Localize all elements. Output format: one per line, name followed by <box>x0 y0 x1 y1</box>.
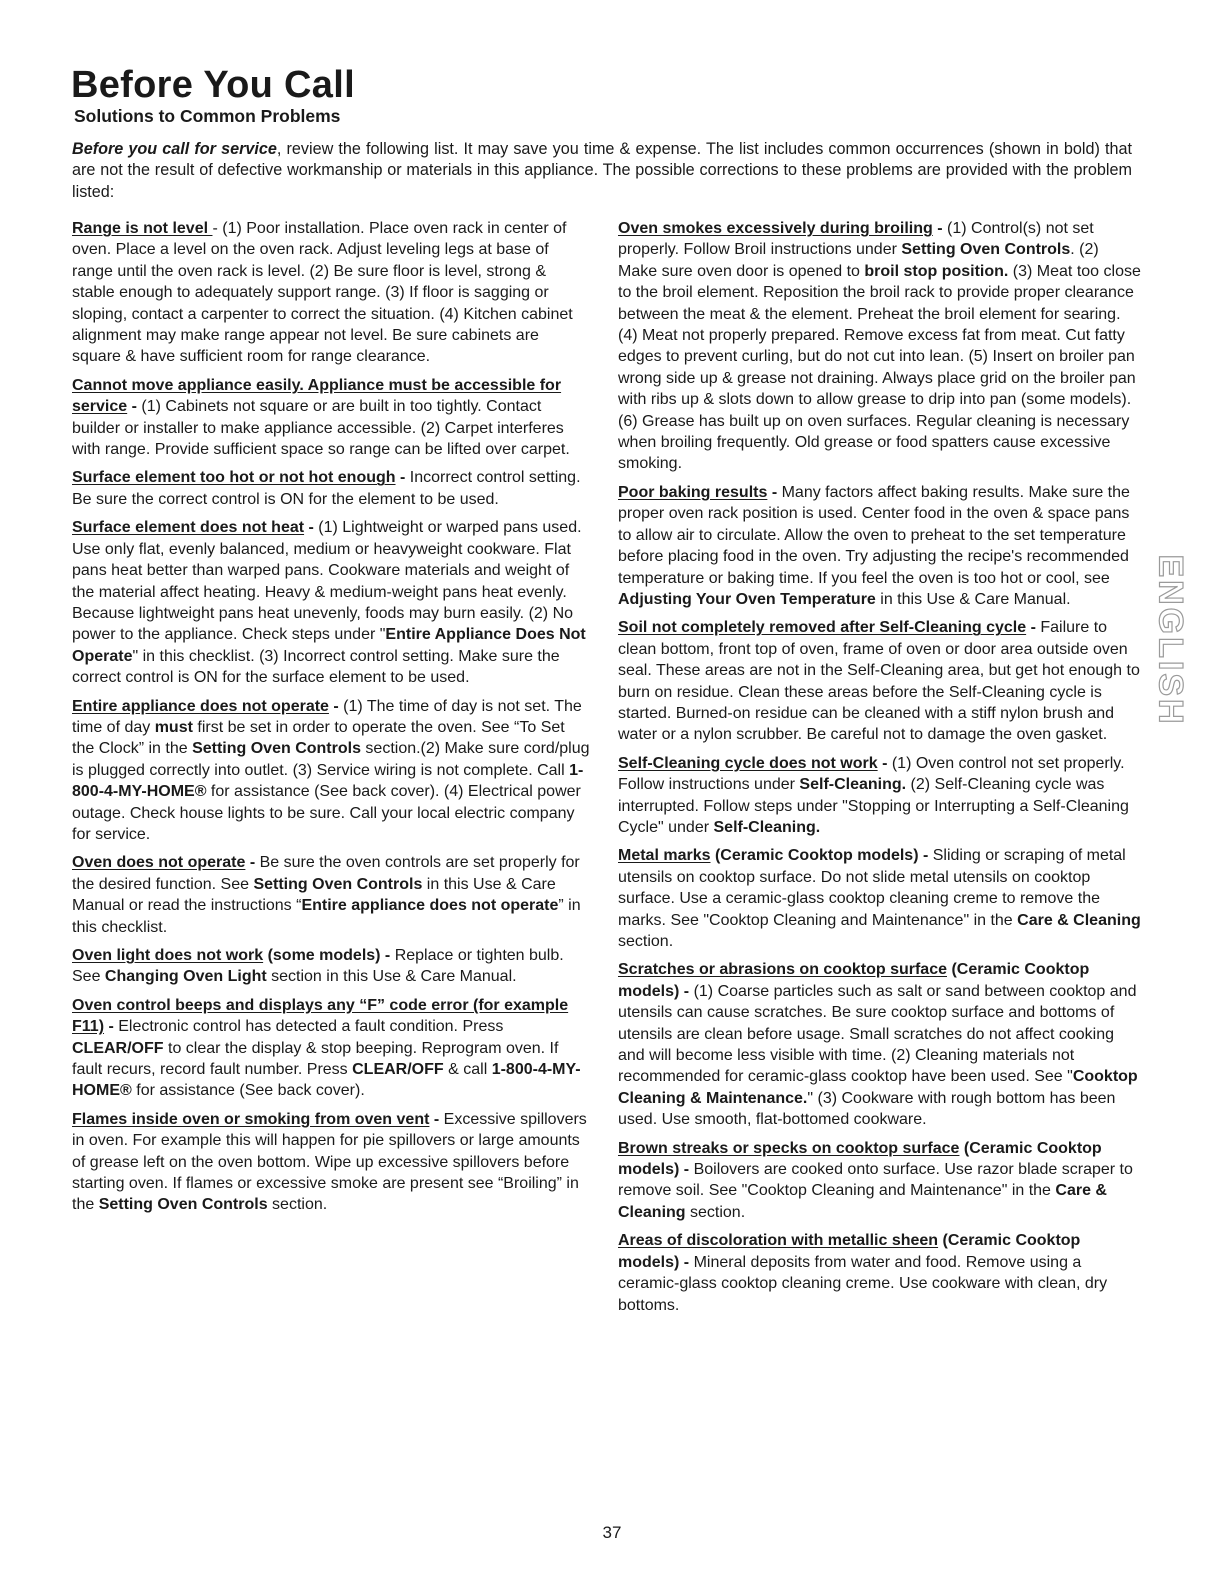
body-text: section. <box>685 1203 746 1221</box>
page-title: Before You Call <box>71 64 355 106</box>
bold-text: - <box>127 398 142 416</box>
bold-text: Cooktop Cleaning & Maintenance. <box>618 1068 1138 1107</box>
body-text: section. <box>618 933 674 950</box>
bold-text: (Ceramic Cooktop models) - <box>618 1139 1102 1179</box>
bold-text: Care & Cleaning <box>1017 911 1141 929</box>
problem-heading: Poor baking results <box>618 483 768 501</box>
body-text: first be set in order to operate the oven. See “To Set the Clock” in the <box>72 718 565 758</box>
body-text: Be sure the oven controls are set properly for the desired function. See <box>72 854 580 893</box>
troubleshooting-entry <box>618 482 1142 610</box>
body-text: (1) Control(s) not set properly. Follow Broil instructions under <box>618 220 1094 259</box>
bold-text: - <box>304 519 319 537</box>
bold-text: (Ceramic Cooktop models) - <box>710 847 933 865</box>
bold-text: must <box>154 718 193 736</box>
body-text: section in this Use & Care Manual. <box>266 968 517 986</box>
bold-text: (Ceramic Cooktop models) - <box>618 961 1090 1000</box>
body-text: (1) Oven control not set properly. Follow instructions under <box>618 754 1125 794</box>
problem-heading: Areas of discoloration with metallic sheen <box>618 1232 939 1250</box>
troubleshooting-entry <box>618 218 1142 475</box>
bold-text: CLEAR/OFF <box>72 1039 164 1057</box>
problem-heading: Oven control beeps and displays any “F” code error (for example F11) <box>72 996 569 1036</box>
bold-text: - <box>767 483 782 501</box>
bold-text: (some models) - <box>263 947 395 964</box>
body-text: Electronic control has detected a fault condition. Press <box>118 1018 504 1036</box>
bold-text: - <box>932 220 948 237</box>
body-text: Excessive spillovers in oven. For example this will happen for pie spillovers or large amounts of grease left on the oven bottom. Wipe up excessive spillovers before starting oven. If flames or excessive smoke are present see “Broiling” in the <box>72 1110 587 1214</box>
bold-text: Entire Appliance Does Not Operate <box>72 626 586 665</box>
body-text: Boilovers are cooked onto surface. Use razor blade scraper to remove soil. See "Cooktop Cleaning and Maintenance" in the <box>618 1161 1133 1200</box>
body-text: (1) Lightweight or warped pans used. Use only flat, evenly balanced, medium or heavyweight cookware. Flat pans heat better than warped pans. Cookware materials and weight of the material affect heating. Heavy & medium-weight pans heat evenly. Because lightweight pans heat unevenly, foods may burn easily. (2) No power to the appliance. Check steps under " <box>72 519 582 644</box>
body-text: (1) Cabinets not square or are built in too tightly. Contact builder or installer to make appliance accessible. (2) Carpet interferes with range. Provide sufficient space so range can be lifted over carpet. <box>72 398 570 459</box>
body-text: in this Use & Care Manual or read the instructions “ <box>72 875 556 915</box>
body-text: (1) Coarse particles such as salt or sand between cooktop and utensils can cause scratches. Be sure cooktop surface and bottoms of utensils are clean before usage. Small scratches do not affect cooking and will become less visible with time. (2) Cleaning materials not recommended for ceramic-glass cooktop have been used. See " <box>618 982 1137 1086</box>
troubleshooting-entry <box>618 1230 1142 1316</box>
troubleshooting-entry <box>72 945 590 988</box>
troubleshooting-entry <box>72 995 590 1102</box>
left-column <box>72 218 590 1223</box>
body-text: " (3) Cookware with rough bottom has been used. Use smooth, flat-bottomed cookware. <box>618 1089 1116 1129</box>
troubleshooting-entry <box>72 696 590 846</box>
bold-text: 1-800-4-MY-HOME® <box>72 761 584 801</box>
body-text: & call <box>443 1061 492 1079</box>
bold-text: Self-Cleaning. <box>799 776 907 794</box>
body-text: (1) The time of day is not set. The time of day <box>72 697 582 736</box>
body-text: Mineral deposits from water and food. Remove using a ceramic-glass cooktop cleaning creme. Use cookware with clean, dry bottoms. <box>618 1253 1108 1314</box>
problem-heading: Scratches or abrasions on cooktop surface <box>618 961 947 979</box>
troubleshooting-entry <box>72 375 590 461</box>
body-text: in this Use & Care Manual. <box>875 590 1071 608</box>
troubleshooting-entry <box>72 467 590 510</box>
problem-heading: Flames inside oven or smoking from oven vent <box>72 1110 430 1128</box>
page-subtitle: Solutions to Common Problems <box>74 106 341 126</box>
bold-text: Setting Oven Controls <box>192 740 361 758</box>
bold-text: Setting Oven Controls <box>253 875 423 893</box>
page-number: 37 <box>602 1523 622 1542</box>
troubleshooting-entry <box>618 617 1142 745</box>
problem-heading: Surface element too hot or not hot enough <box>72 469 396 487</box>
troubleshooting-entry <box>72 1109 590 1216</box>
right-column <box>618 218 1142 1323</box>
body-text: for assistance (See back cover). <box>131 1082 365 1100</box>
body-text: ” in this checklist. <box>72 897 581 936</box>
language-tab <box>1150 553 1190 727</box>
body-text: (3) Meat too close to the broil element. Reposition the broil rack to provide proper clearance between the meat & the element. Preheat the broil element for searing. (4) Meat not properly prepared. Remove excess fat from meat. Cut fatty edges to prevent curling, but do not cut into lean. (5) Insert on broiler pan wrong side up & grease not draining. Always place grid on the broiler pan with ribs up & slots down to allow grease to drip into pan (some models). (6) Grease has built up on oven surfaces. Regular cleaning is necessary when broiling frequently. Old grease or food spatters cause excessive smoking. <box>618 262 1141 473</box>
intro-paragraph <box>72 139 1132 203</box>
bold-text: - <box>429 1110 444 1128</box>
body-text: to clear the display & stop beeping. Reprogram oven. If fault recurs, record fault number. Press <box>72 1039 559 1079</box>
problem-heading: Range is not level <box>72 220 213 237</box>
troubleshooting-entry <box>72 517 590 688</box>
troubleshooting-entry <box>72 852 590 938</box>
bold-text: 1-800-4-MY-HOME® <box>72 1061 581 1100</box>
body-text: Replace or tighten bulb. See <box>72 947 564 986</box>
problem-heading: Brown streaks or specks on cooktop surface <box>618 1139 960 1157</box>
bold-text: Setting Oven Controls <box>901 241 1071 259</box>
troubleshooting-entry <box>618 1138 1142 1224</box>
bold-text: Adjusting Your Oven Temperature <box>618 590 876 608</box>
bold-text: - <box>245 854 260 872</box>
troubleshooting-entry <box>618 845 1142 952</box>
bold-text: Entire appliance does not operate <box>301 897 559 915</box>
problem-heading: Soil not completely removed after Self-Cleaning cycle <box>618 619 1027 637</box>
body-text: section. <box>267 1196 328 1214</box>
body-text: Incorrect control setting. Be sure the correct control is ON for the element to be used. <box>72 469 581 508</box>
problem-heading: Oven light does not work <box>72 947 264 964</box>
body-text: for assistance (See back cover). (4) Electrical power outage. Check house lights to be sure. Call your local electric company for service. <box>72 783 581 843</box>
bold-text: - <box>328 697 344 715</box>
body-text: - (1) Poor installation. Place oven rack in center of oven. Place a level on the oven rack. Adjust leveling legs at base of range until the oven rack is level. (2) Be sure floor is level, strong & stable enough to adequately support range. (3) If floor is sagging or sloping, contact a carpenter to correct the situation. (4) Kitchen cabinet alignment may make range appear not level. Be sure cabinets are square & have sufficient room for range clearance. <box>72 220 573 366</box>
bold-text: CLEAR/OFF <box>352 1061 444 1079</box>
body-text: Sliding or scraping of metal utensils on cooktop surface. Do not slide metal utensils on cooktop surface. Use a ceramic-glass cooktop cleaning creme to remove the marks. See "Cooktop Cleaning and Maintenance" in the <box>618 847 1126 929</box>
bold-text: - <box>395 469 410 487</box>
bold-text: broil stop position. <box>864 262 1009 280</box>
intro-lead: Before you call for service <box>72 140 277 158</box>
body-text: Many factors affect baking results. Make sure the proper oven rack position is used. Center food in the oven & space pans to allow air to circulate. Allow the oven to preheat to the set temperature before placing food in the oven. Try adjusting the recipe's recommended temperature or baking time. If you feel the oven is too hot or cool, see <box>618 483 1130 587</box>
intro-text: , review the following list. It may save you time & expense. The list includes common occurrences (shown in bold) that are not the result of defective workmanship or materials in this appliance. The possible corrections to these problems are provided with the problem listed: <box>72 140 1132 201</box>
problem-heading: Oven smokes excessively during broiling <box>618 220 933 237</box>
language-tab-label: ENGLISH <box>1151 553 1190 727</box>
troubleshooting-entry <box>72 218 590 368</box>
problem-heading: Surface element does not heat <box>72 519 305 537</box>
bold-text: (Ceramic Cooktop models) - <box>618 1232 1081 1271</box>
troubleshooting-entry <box>618 753 1142 839</box>
body-text: (2) Self-Cleaning cycle was interrupted. Follow steps under "Stopping or Interrupting a Self-Cleaning Cycle" under <box>618 776 1129 836</box>
bold-text: - <box>1026 619 1041 637</box>
bold-text: Care & Cleaning <box>618 1182 1107 1221</box>
bold-text: - <box>104 1018 119 1036</box>
bold-text: Setting Oven Controls <box>98 1196 268 1214</box>
problem-heading: Self-Cleaning cycle does not work <box>618 754 878 772</box>
body-text: section.(2) Make sure cord/plug is plugged correctly into outlet. (3) Service wiring is not complete. Call <box>72 740 590 779</box>
body-text: " in this checklist. (3) Incorrect control setting. Make sure the correct control is ON for the surface element to be used. <box>72 647 560 687</box>
bold-text: Changing Oven Light <box>104 968 267 986</box>
troubleshooting-entry <box>618 959 1142 1130</box>
problem-heading: Metal marks <box>618 847 711 865</box>
bold-text: - <box>877 754 892 772</box>
problem-heading: Cannot move appliance easily. Appliance must be accessible for service <box>72 376 562 416</box>
body-text: Failure to clean bottom, front top of oven, frame of oven or door area outside oven seal. These areas are not in the Self-Cleaning area, but get hot enough to burn on residue. Clean these areas before the Self-Cleaning cycle is started. Burned-on residue can be cleaned with a stiff nylon brush and water or a nylon scrubber. Be careful not to damage the oven gasket. <box>618 619 1140 744</box>
problem-heading: Entire appliance does not operate <box>72 697 329 715</box>
bold-text: Self-Cleaning. <box>713 818 821 836</box>
body-text: . (2) Make sure oven door is opened to <box>618 241 1099 280</box>
problem-heading: Oven does not operate <box>72 854 246 872</box>
